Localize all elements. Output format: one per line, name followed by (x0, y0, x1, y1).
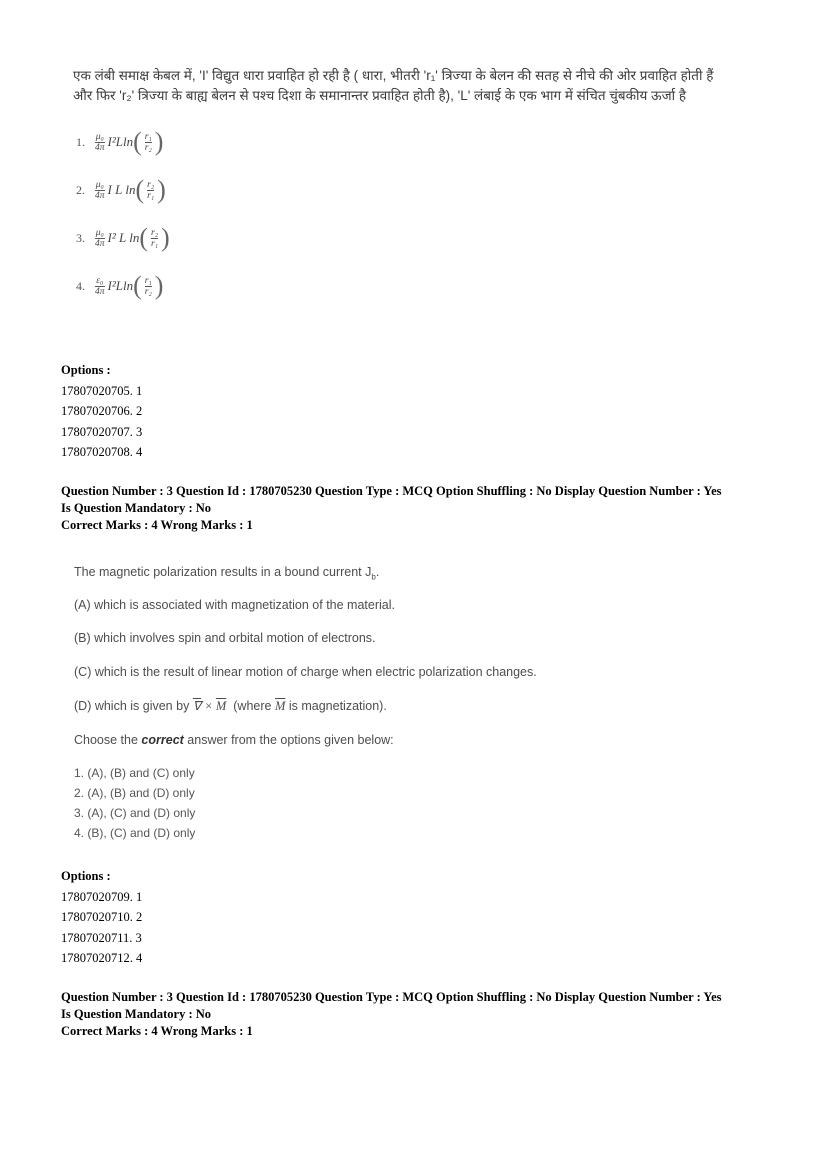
option-id-line: 17807020710. 2 (61, 910, 143, 924)
statement-a: (A) which is associated with magnetization of the material. (74, 598, 395, 612)
question-meta-1 (61, 483, 781, 534)
option-formula: $\frac{\text{μ₀}}{4\pi}$ I²Lln ( $\frac{\text{r₁}}{\text{r₂}}$ ) (95, 127, 164, 156)
option-number: 1. (76, 134, 85, 149)
question-stem: The magnetic polarization results in a bound current $J_b$. (74, 565, 380, 582)
option-formula: $\frac{\text{μ₀}}{4\pi}$ I² L ln ( $\frac{\text{r₂}}{\text{r₁}}$ ) (95, 223, 170, 252)
hindi-option-4 (76, 262, 170, 310)
formula-middle: I L ln (107, 182, 136, 197)
option-formula: $\frac{\text{μ₀}}{4\pi}$ I L ln ( $\frac{\text{r₂}}{\text{r₁}}$ ) (95, 175, 166, 204)
formula-middle: I² L ln (107, 230, 140, 245)
hindi-question-stem (73, 66, 773, 106)
options-label: Options : (61, 363, 111, 377)
formula-middle: I²Lln (107, 134, 134, 149)
question-meta-line: Question Number : 3 Question Id : 1780705230 Question Type : MCQ Option Shuffling : No Display Question Number : Yes (61, 484, 722, 498)
hindi-option-1 (76, 118, 170, 166)
option-formula: $\frac{\text{ε₀}}{4\pi}$ I²Lln ( $\frac{\text{r₁}}{\text{r₂}}$ ) (95, 271, 164, 300)
ratio-fraction: $\frac{\text{r₁}}{\text{r₂}}$ (144, 131, 152, 153)
options-label: Options : (61, 869, 111, 883)
hindi-question-line-1: एक लंबी समाक्ष केबल में, 'I' विद्युत धारा प्रवाहित हो रही है ( धारा, भीतरी 'r₁' त्रिज्या के बेलन की सतह से नीचे की ओर प्रवाहित होती हैं (73, 68, 714, 83)
statement-d: (D) which is given by ∇ × $\overline{M}$ (where $\overline{M}$ is magnetization). (74, 699, 387, 713)
english-option-1: 1. (A), (B) and (C) only (74, 766, 195, 780)
coefficient-fraction: $\frac{\text{ε₀}}{4\pi}$ (95, 275, 105, 297)
english-option-3: 3. (A), (C) and (D) only (74, 806, 196, 820)
options-block-1 (61, 360, 142, 463)
options-block-2 (61, 866, 142, 969)
question-meta-line: Question Number : 3 Question Id : 1780705230 Question Type : MCQ Option Shuffling : No Display Question Number : Yes (61, 990, 722, 1004)
statement-c: (C) which is the result of linear motion of charge when electric polarization changes. (74, 665, 537, 679)
option-id-line: 17807020708. 4 (61, 445, 143, 459)
coefficient-fraction: $\frac{\text{μ₀}}{4\pi}$ (95, 179, 105, 201)
english-option-list (74, 763, 754, 843)
hindi-option-2 (76, 166, 170, 214)
statement-b: (B) which involves spin and orbital motion of electrons. (74, 631, 376, 645)
choose-instruction: Choose the correct answer from the options given below: (74, 733, 394, 747)
english-option-2: 2. (A), (B) and (D) only (74, 786, 195, 800)
option-id-line: 17807020711. 3 (61, 930, 142, 945)
option-number: 4. (76, 278, 85, 293)
question-meta-line: Is Question Mandatory : No (61, 501, 212, 515)
hindi-question-line-2: और फिर 'r₂' त्रिज्या के बाह्य बेलन से पश्च दिशा के समानान्तर प्रवाहित होती है), 'L' लंबाई के एक भाग में संचित चुंबकीय ऊर्जा है (73, 88, 687, 103)
option-number: 2. (76, 182, 85, 197)
english-question (74, 565, 754, 843)
coefficient-fraction: $\frac{\text{μ₀}}{4\pi}$ (95, 131, 105, 153)
option-id-line: 17807020709. 1 (61, 889, 143, 904)
option-id-line: 17807020707. 3 (61, 424, 143, 439)
option-number: 3. (76, 230, 85, 245)
formula-middle: I²Lln (107, 278, 134, 293)
hindi-option-list (76, 118, 170, 310)
option-id-line: 17807020712. 4 (61, 951, 143, 965)
ratio-fraction: $\frac{\text{r₂}}{\text{r₁}}$ (147, 179, 155, 201)
question-meta-2 (61, 989, 781, 1040)
curl-expression: ∇ × $\overline{M}$ (192, 699, 227, 713)
ratio-fraction: $\frac{\text{r₁}}{\text{r₂}}$ (144, 275, 152, 297)
ratio-fraction: $\frac{\text{r₂}}{\text{r₁}}$ (151, 227, 159, 249)
option-id-line: 17807020705. 1 (61, 383, 143, 398)
option-id-line: 17807020706. 2 (61, 404, 143, 418)
question-meta-line: Correct Marks : 4 Wrong Marks : 1 (61, 518, 253, 532)
question-meta-line: Correct Marks : 4 Wrong Marks : 1 (61, 1024, 253, 1038)
question-meta-line: Is Question Mandatory : No (61, 1007, 212, 1021)
hindi-option-3 (76, 214, 170, 262)
coefficient-fraction: $\frac{\text{μ₀}}{4\pi}$ (95, 227, 105, 249)
english-option-4: 4. (B), (C) and (D) only (74, 826, 196, 840)
